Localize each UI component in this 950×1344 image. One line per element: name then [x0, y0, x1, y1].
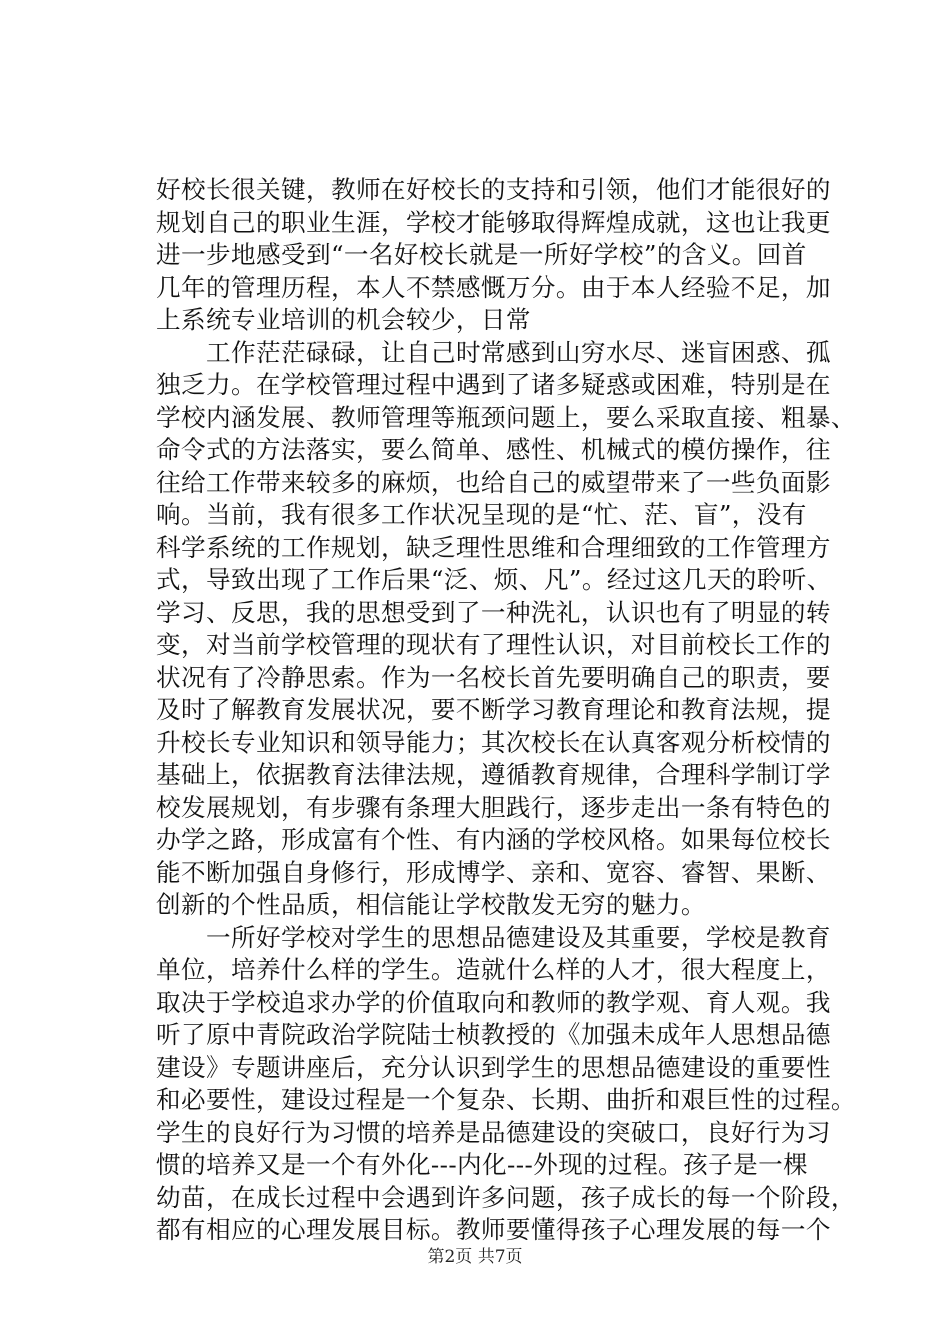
text-line: 取决于学校追求办学的价值取向和教师的教学观、育人观。我 [156, 987, 831, 1017]
text-line: 学生的良好行为习惯的培养是品德建设的突破口，良好行为习 [156, 1117, 831, 1147]
text-line: 和必要性，建设过程是一个复杂、长期、曲折和艰巨性的过程。 [156, 1085, 856, 1114]
text-line: 能不断加强自身修行，形成博学、亲和、宽容、睿智、果断、 [156, 857, 831, 887]
text-line: 状况有了冷静思索。作为一名校长首先要明确自己的职责，要 [156, 662, 831, 692]
text-line: 都有相应的心理发展目标。教师要懂得孩子心理发展的每一个 [156, 1215, 831, 1244]
text-line: 听了原中青院政治学院陆士桢教授的《加强未成年人思想品德 [156, 1020, 831, 1049]
text-line: 惯的培养又是一个有外化---内化---外现的过程。孩子是一棵 [156, 1150, 809, 1179]
text-line: 学校内涵发展、教师管理等瓶颈问题上，要么采取直接、粗暴、 [156, 402, 856, 432]
text-line: 独乏力。在学校管理过程中遇到了诸多疑惑或困难，特别是在 [156, 370, 831, 399]
page-number-footer: 第2页 共7页 [427, 1247, 523, 1267]
text-line: 式，导致出现了工作后果“泛、烦、凡”。经过这几天的聆听、 [156, 565, 832, 594]
text-line: 响。当前，我有很多工作状况呈现的是“忙、茫、盲”，没有 [156, 500, 807, 529]
text-line: 上系统专业培训的机会较少，日常 [156, 305, 531, 334]
text-line: 规划自己的职业生涯，学校才能够取得辉煌成就，这也让我更 [156, 207, 831, 237]
text-line: 校发展规划，有步骤有条理大胆践行，逐步走出一条有特色的 [156, 792, 831, 822]
text-line: 进一步地感受到“一名好校长就是一所好学校”的含义。回首 [156, 240, 807, 269]
text-line: 基础上，依据教育法律法规，遵循教育规律，合理科学制订学 [156, 760, 831, 789]
text-line: 办学之路，形成富有个性、有内涵的学校风格。如果每位校长 [156, 825, 831, 854]
text-line: 往给工作带来较多的麻烦，也给自己的威望带来了一些负面影 [156, 467, 831, 497]
text-line: 几年的管理历程，本人不禁感慨万分。由于本人经验不足，加 [156, 272, 831, 302]
text-line: 变，对当前学校管理的现状有了理性认识，对目前校长工作的 [156, 630, 831, 659]
text-line: 幼苗，在成长过程中会遇到许多问题，孩子成长的每一个阶段， [156, 1182, 856, 1212]
text-line: 建设》专题讲座后，充分认识到学生的思想品德建设的重要性 [156, 1052, 831, 1082]
text-line: 命令式的方法落实，要么简单、感性、机械式的模仿操作，往 [156, 435, 831, 464]
body-text [156, 174, 856, 1247]
text-line: 单位，培养什么样的学生。造就什么样的人才，很大程度上， [156, 955, 831, 984]
text-line: 及时了解教育发展状况，要不断学习教育理论和教育法规，提 [156, 695, 831, 724]
text-line: 升校长专业知识和领导能力；其次校长在认真客观分析校情的 [156, 727, 831, 757]
text-line: 科学系统的工作规划，缺乏理性思维和合理细致的工作管理方 [156, 532, 831, 562]
paragraph-start-line: 一所好学校对学生的思想品德建设及其重要，学校是教育 [206, 922, 831, 952]
text-line: 好校长很关键，教师在好校长的支持和引领，他们才能很好的 [156, 175, 831, 204]
paragraph-start-line: 工作茫茫碌碌，让自己时常感到山穷水尽、迷盲困惑、孤 [206, 337, 831, 367]
text-line: 创新的个性品质，相信能让学校散发无穷的魅力。 [156, 890, 706, 919]
text-line: 学习、反思，我的思想受到了一种洗礼，认识也有了明显的转 [156, 597, 831, 627]
